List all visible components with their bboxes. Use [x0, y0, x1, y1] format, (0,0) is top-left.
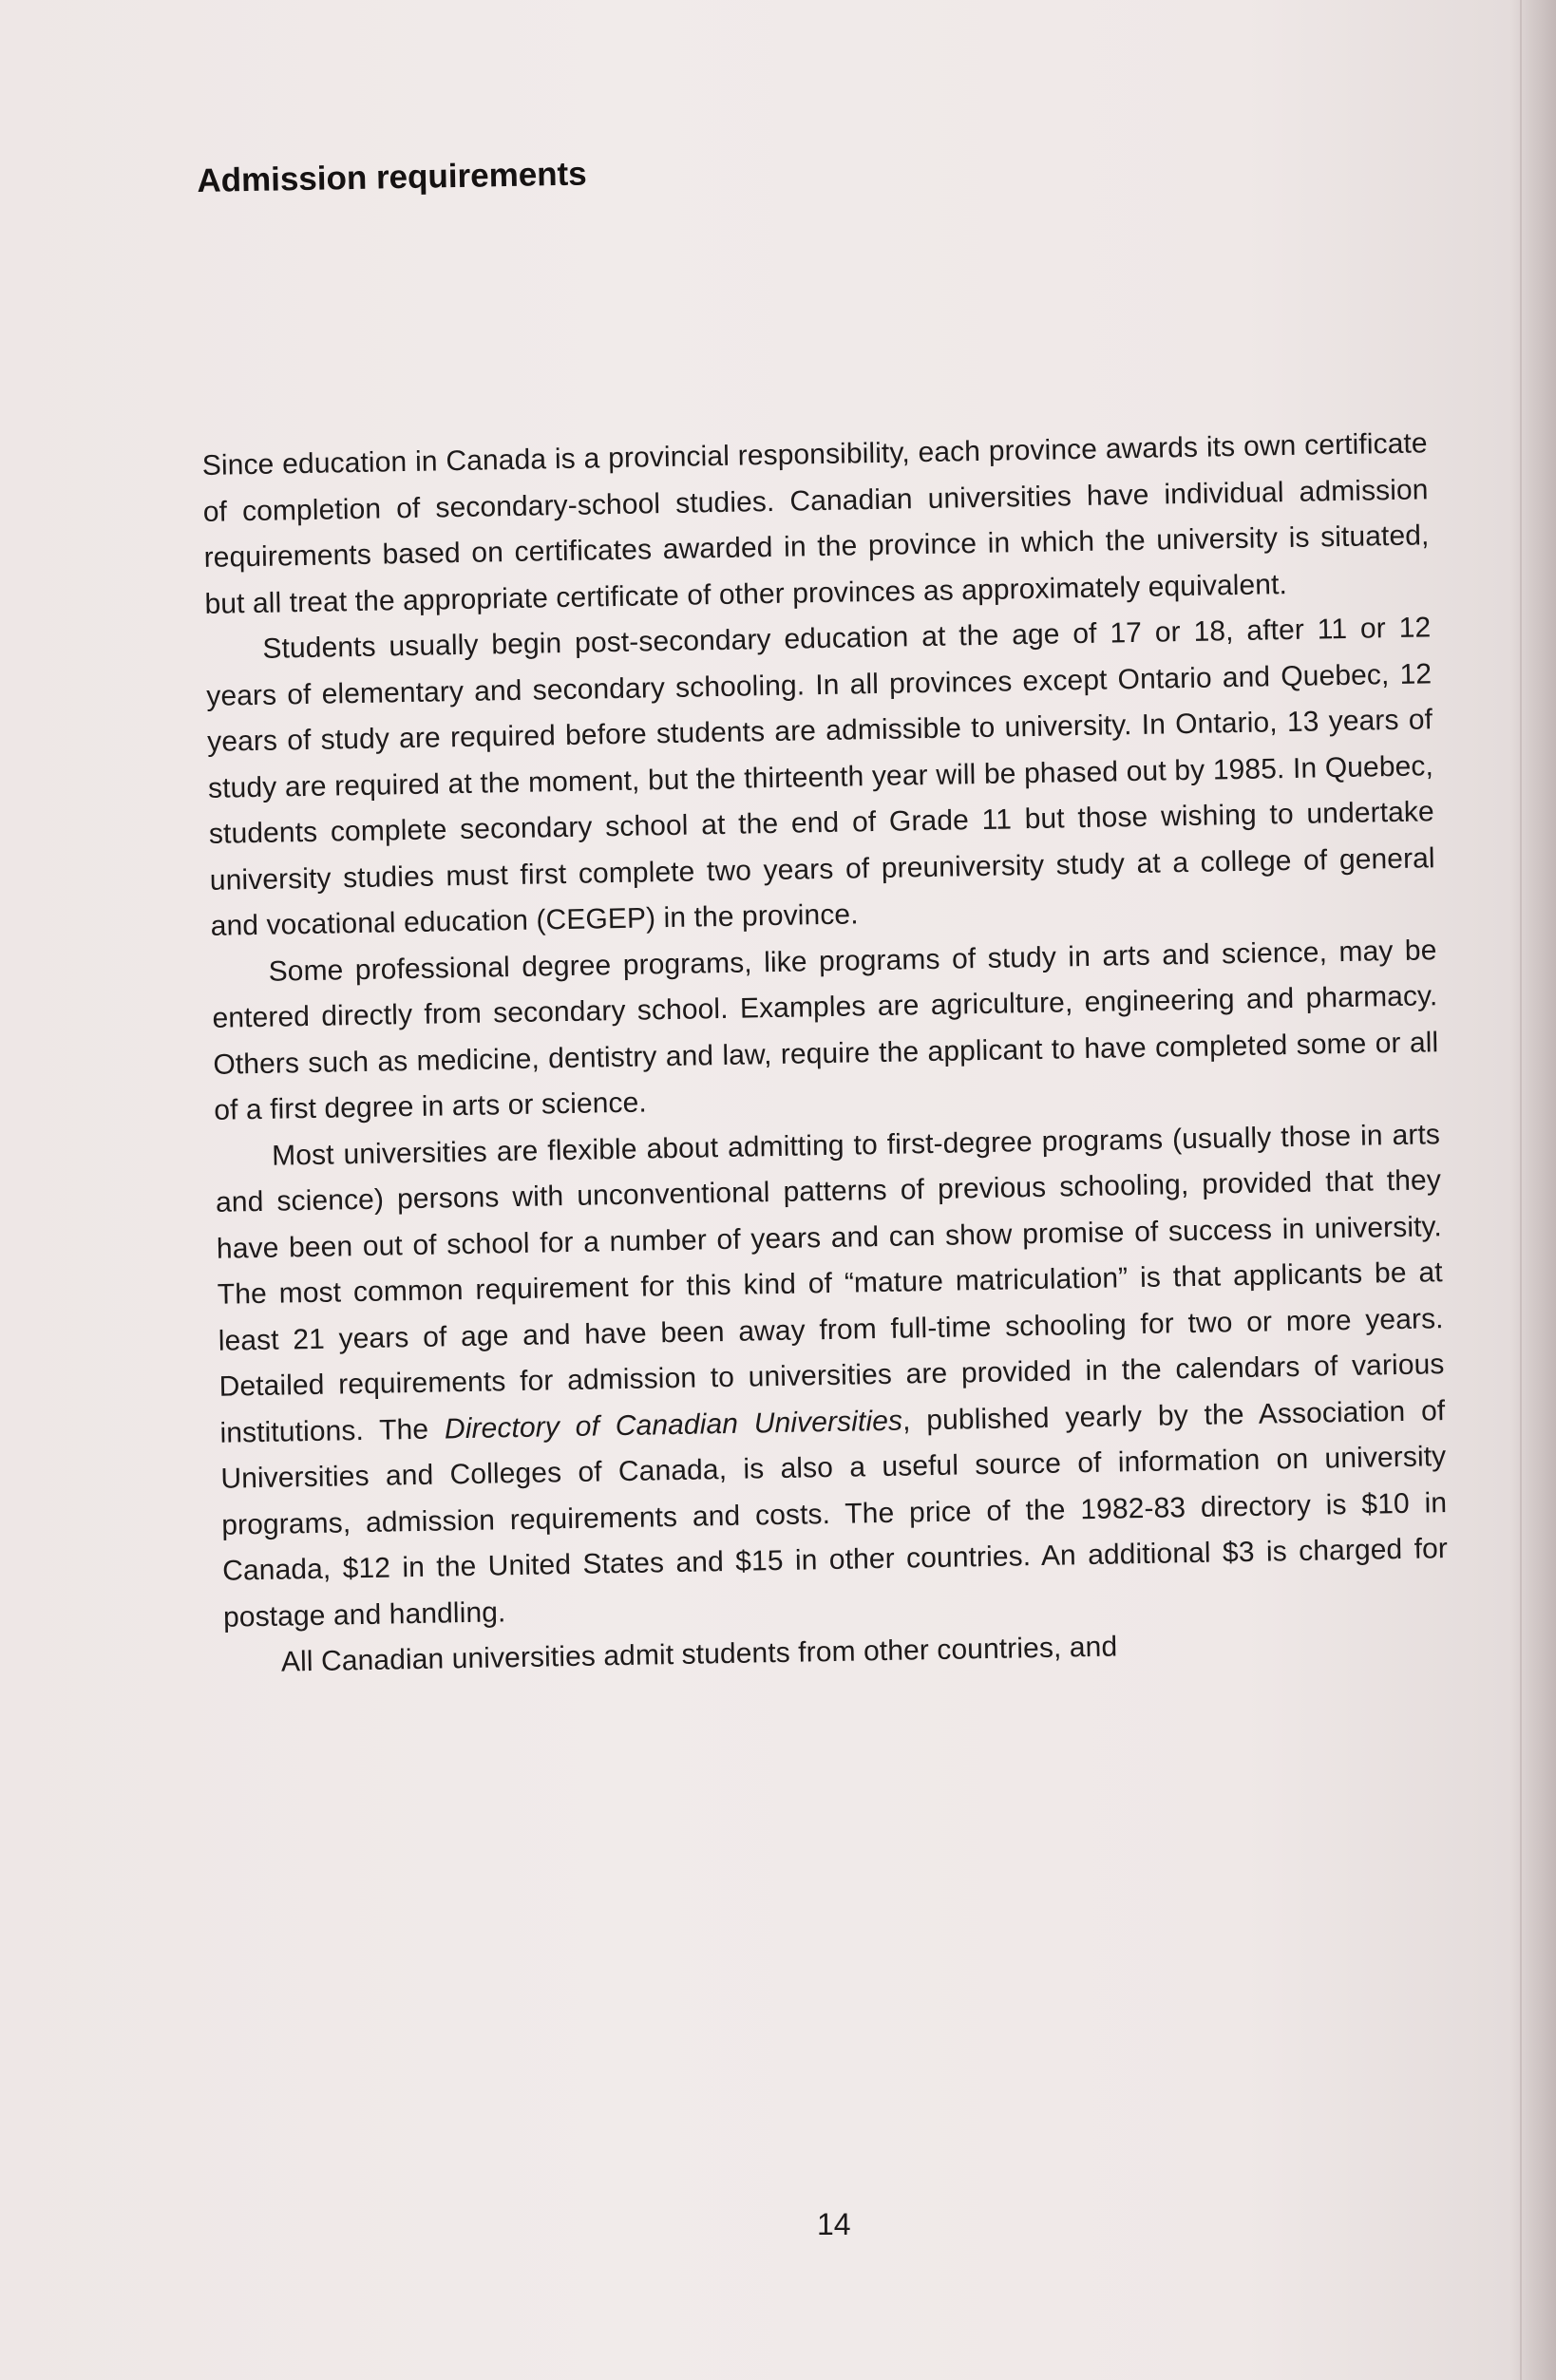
paragraph-4-text-a: Most universities are flexible about admitting to first-degree programs (usually those in arts and science) persons with unconventional patterns of previous schooling, provided that they have been out of school for a number of years and can show promise of success in university. The most common requirement for this kind of “mature matriculation” is that applicants be at least 21 years of age and have been away from full-time schooling for two or more years. Detailed requirements for admission to universities are provided in the calendars of various institutions. The	[215, 1118, 1445, 1449]
page-edge-line	[1520, 0, 1522, 2380]
text-column	[197, 139, 1450, 1687]
page-edge-shadow	[1510, 0, 1556, 2380]
page-number: 14	[817, 2207, 851, 2241]
paragraph-5: All Canadian universities admit students from other countries, and	[280, 1631, 1118, 1678]
section-heading: Admission requirements	[197, 155, 588, 199]
paragraph-4-text-b: , published yearly by the Association of Universities and Colleges of Canada, is also a useful source of information on university programs, admission requirements and costs. The price of the 1982-83 directory is $10 in Canada, $12 in the United States and $15 in other countries. An additional $3 is charged for postage and handling.	[220, 1394, 1449, 1634]
paragraph-1: Since education in Canada is a provincial responsibility, each province awards its own certificate of completion of secondary-school studies. Canadian universities have individual admission requirements based on certificates awarded in the province in which the university is situated, but all treat the appropriate certificate of other provinces as approximately equivalent.	[201, 427, 1430, 620]
paragraph-3: Some professional degree programs, like programs of study in arts and science, may be entered directly from secondary school. Examples are agriculture, engineering and pharmacy. Others such as medicine, dentistry and law, require the applicant to have completed some or all of a first degree in arts or science.	[212, 934, 1439, 1126]
paragraph-4	[215, 1112, 1450, 1641]
paragraph-2: Students usually begin post-secondary education at the age of 17 or 18, after 11 or 12 years of elementary and secondary schooling. In all provinces except Ontario and Quebec, 12 years of study are required before students are admissible to university. In Ontario, 13 years of study are required at the moment, but the thirteenth year will be phased out by 1985. In Quebec, students complete secondary school at the end of Grade 11 but those wishing to undertake university studies must first complete two years of preuniversity study at a college of general and vocational education (CEGEP) in the province.	[206, 612, 1435, 942]
directory-title: Directory of Canadian Universities	[444, 1405, 903, 1445]
